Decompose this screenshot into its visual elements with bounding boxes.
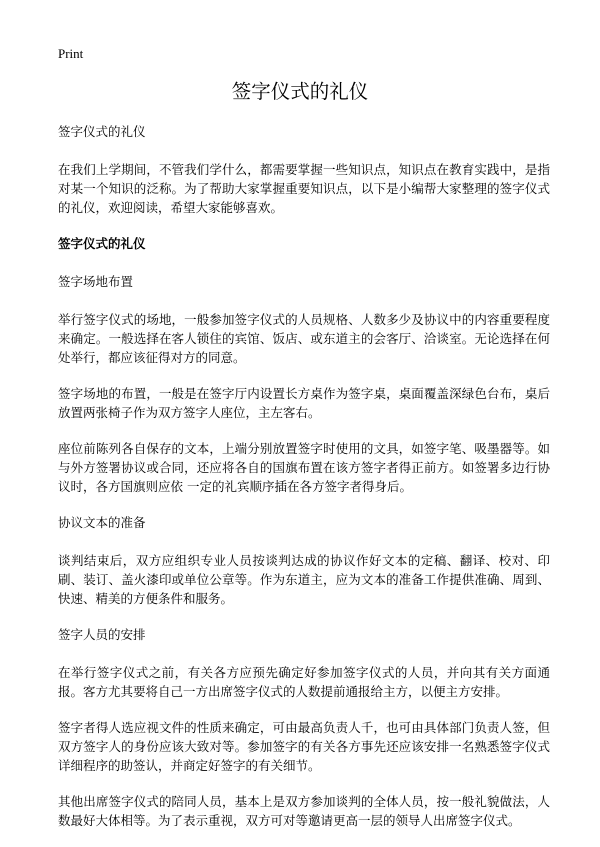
venue-paragraph-1: 举行签字仪式的场地，一般参加签字仪式的人员规格、人数多少及协议中的内容重要程度来确定。一般选择在客人锁住的宾馆、饭店、或东道主的会客厅、洽谈室。无论选择在何处举行，都应该征得对方的同意。 bbox=[58, 312, 550, 365]
section-heading: 签字仪式的礼仪 bbox=[58, 236, 146, 251]
venue-paragraph-2: 签字场地的布置，一般是在签字厅内设置长方桌作为签字桌，桌面覆盖深绿色台布，桌后放置两张椅子作为双方签字人座位，主左客右。 bbox=[58, 386, 550, 420]
intro-paragraph: 在我们上学期间，不管我们学什么，都需要掌握一些知识点，知识点在教育实践中，是指对某一个知识的泛称。为了帮助大家掌握重要知识点，以下是小编帮大家整理的签字仪式的礼仪，欢迎阅读，希望大家能够喜欢。 bbox=[58, 162, 550, 215]
signers-heading: 签字人员的安排 bbox=[58, 627, 146, 642]
venue-paragraph-3: 座位前陈列各自保存的文本，上端分别放置签字时使用的文具，如签字笔、吸墨器等。如与外方签署协议或合同，还应将各自的国旗布置在该方签字者得正前方。如签署多边行协议时，各方国旗则应依 一定的礼宾顺序插在各方签字者得身后。 bbox=[58, 441, 550, 494]
text-prep-paragraph: 谈判结束后，双方应组织专业人员按谈判达成的协议作好文本的定稿、翻译、校对、印刷、装订、盖火漆印或单位公章等。作为东道主，应为文本的准备工作提供准确、周到、快速、精美的方便条件和服务。 bbox=[58, 553, 550, 606]
signers-paragraph-3: 其他出席签字仪式的陪同人员，基本上是双方参加谈判的全体人员，按一般礼貌做法，人数最好大体相等。为了表示重视，双方可对等邀请更高一层的领导人出席签字仪式。 bbox=[58, 794, 550, 828]
venue-heading: 签字场地布置 bbox=[58, 274, 134, 289]
signers-paragraph-2: 签字者得人选应视文件的性质来确定，可由最高负责人千，也可由具体部门负责人签，但双方签字人的身份应该大致对等。参加签字的有关各方事先还应该安排一名熟悉签字仪式详细程序的助签认，并商定好签字的有关细节。 bbox=[58, 720, 550, 773]
signers-paragraph-1: 在举行签字仪式之前，有关各方应预先确定好参加签字仪式的人员，并向其有关方面通报。客方尤其要将自己一方出席签字仪式的人数提前通报给主方，以便主方安排。 bbox=[58, 665, 550, 699]
intro-heading: 签字仪式的礼仪 bbox=[58, 124, 146, 139]
page-title: 签字仪式的礼仪 bbox=[231, 80, 369, 103]
text-prep-heading: 协议文本的准备 bbox=[58, 515, 146, 530]
print-link[interactable]: Print bbox=[58, 46, 84, 61]
article-body bbox=[58, 122, 550, 847]
